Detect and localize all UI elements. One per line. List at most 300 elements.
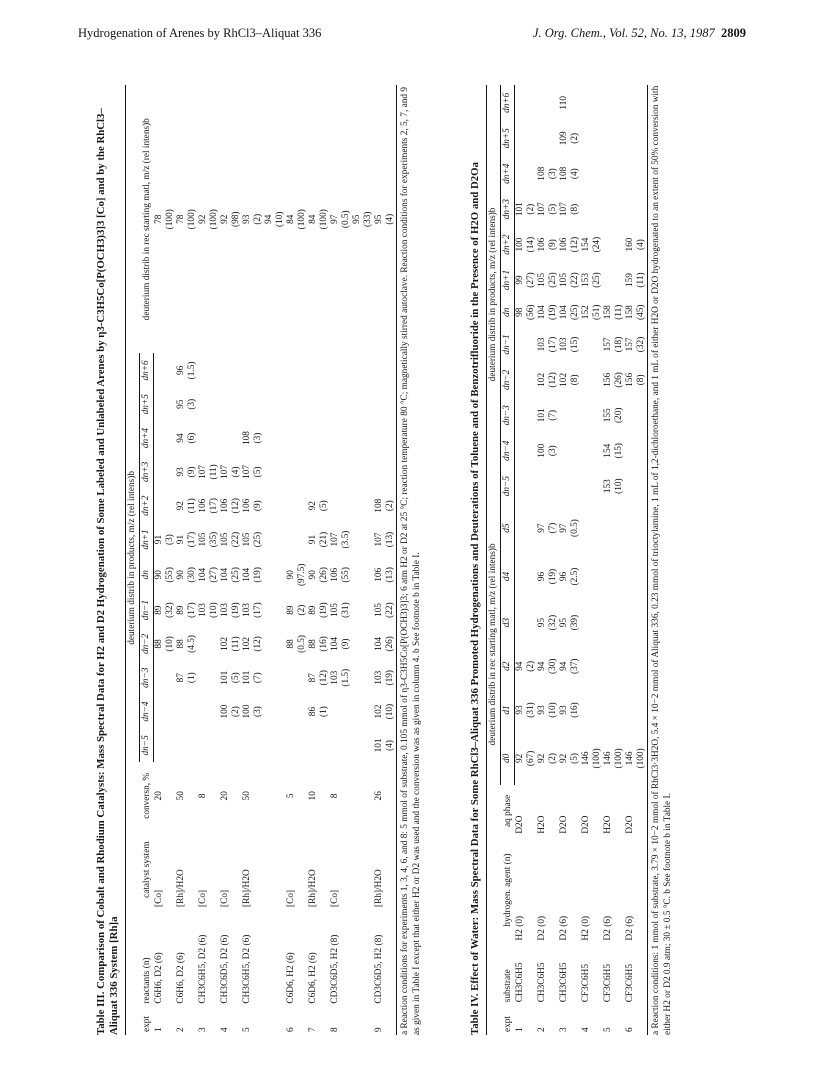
t3-prod-cell: 88 (10) xyxy=(154,636,175,652)
t4-start-cell: 97 (7) xyxy=(537,522,558,534)
t4-substrate: CF3C6H5 xyxy=(625,943,648,1005)
t3-start-cell: 84 (100) xyxy=(286,209,307,230)
t4-start-cell: 94 (2) xyxy=(515,660,536,672)
t3-prod-cell: 103 (19) xyxy=(220,602,241,618)
t3-reactants: C6D6, H2 (6) xyxy=(308,952,318,1004)
t4-prod-cell xyxy=(581,398,603,433)
t4-prod-cell xyxy=(515,327,538,362)
t3-prod-cell: 105 (22) xyxy=(374,593,397,627)
t3-prod-cell: 103 (1.5) xyxy=(330,668,351,687)
t4-prod-col-head: dn−4 xyxy=(501,433,515,468)
t3-head-reactants: reactants (n) xyxy=(126,910,154,1007)
t4-prod-cell: 158 (11) xyxy=(603,304,624,320)
t3-prod-cell xyxy=(308,455,330,489)
t4-start-col-head: d2 xyxy=(501,644,515,688)
t4-agent: D2 (6) xyxy=(559,915,569,941)
t4-prod-cell xyxy=(515,398,538,433)
t4-start-col-head: d1 xyxy=(501,688,515,732)
t3-prod-cell: 104 (25) xyxy=(220,567,241,583)
table-row xyxy=(625,85,648,1035)
t3-prod-cell: 104 (26) xyxy=(374,627,397,661)
t4-start-cell: 92 (5) xyxy=(559,752,580,764)
t4-prod-cell: 107 (8) xyxy=(559,202,580,217)
t3-prod-cell: 107 (4) xyxy=(220,464,241,479)
t3-prod-cell xyxy=(286,387,308,421)
t3-prod-cell xyxy=(220,387,242,421)
t3-expt: 2 xyxy=(176,1027,186,1032)
t4-prod-cell: 102 (12) xyxy=(537,372,558,388)
t3-expt: 9 xyxy=(374,1007,397,1035)
t3-catalyst: [Co] xyxy=(198,889,208,907)
t3-prod-cell: 89 (2) xyxy=(286,604,307,616)
t4-prod-cell: 104 (25) xyxy=(559,304,580,320)
t3-conversion: 20 xyxy=(153,791,164,801)
table3-footnote: a Reaction conditions for experiments 1, 3, 4, 6, and 8: 5 mmol of substrate, 0.105 mmol of η3-C3H5Co[P(OCH3)3]3; 6 atm H2 or D2 at 25 °C; reaction temperature 80 °C; magnetically stirred autoclave. Reaction conditions for experiments 2, 5, 7, and 9 as given in Table I except that either H2 or D2 was used and the conversion was as given in column 4. b See footnote b in Table I. xyxy=(400,87,422,1035)
t4-head-aq: aq phase xyxy=(487,785,515,837)
t4-start-cell xyxy=(603,688,625,732)
t3-expt: 3 xyxy=(198,1027,208,1032)
t4-prod-col-head: dn+1 xyxy=(501,262,515,297)
t3-prod-cell: 101 (4) xyxy=(374,728,397,762)
t3-prod-cell xyxy=(198,421,220,455)
t4-prod-cell xyxy=(537,121,559,156)
t3-start-cell: 97 (0.5) 95 (33) xyxy=(330,210,373,229)
t4-aq: D2O xyxy=(514,815,525,834)
t4-expt: 1 xyxy=(514,1027,525,1032)
t4-start-col-head: d0 xyxy=(501,732,515,785)
t4-start-cell xyxy=(515,552,538,600)
t4-prod-cell: 101 (7) xyxy=(537,408,558,423)
t3-prod-cell: 104 (9) xyxy=(330,636,351,651)
t4-prod-cell xyxy=(515,85,538,121)
t3-prod-cell xyxy=(242,728,286,762)
table4-caption: Effect of Water: Mass Spectral Data for Some RhCl3–Aliquat 336 Promoted Hydrogenations and Deuterations of Toluene and of Benzotrifluoride in the Presence of H2O and D2Oa xyxy=(469,162,481,991)
t4-prod-cell xyxy=(515,468,538,503)
t3-prod-cell xyxy=(330,387,374,421)
table4-title xyxy=(469,85,482,1035)
t3-prod-cell: 107 (5) xyxy=(242,464,263,479)
t3-catalyst: [Co] xyxy=(286,889,296,907)
t4-start-cell: 95 (32) xyxy=(537,614,558,631)
t4-prod-cell xyxy=(559,468,581,503)
t3-col-head: dn−3 xyxy=(140,661,154,695)
t3-prod-cell xyxy=(154,661,177,695)
t3-prod-cell: 107 (11) xyxy=(198,464,219,480)
t4-start-cell: 96 (19) xyxy=(537,568,558,585)
table-row xyxy=(537,85,559,1035)
t4-start-cell: 97 (0.5) xyxy=(559,519,580,537)
t4-start-cell xyxy=(625,644,648,688)
t3-col-head: dn−5 xyxy=(140,728,154,762)
t4-prod-col-head: dn−2 xyxy=(501,362,515,397)
t4-start-cell xyxy=(603,601,625,645)
t3-expt: 5 xyxy=(242,1027,252,1032)
t4-prod-cell xyxy=(625,121,648,156)
t4-prod-cell xyxy=(603,191,625,226)
t3-prod-cell: 107 (3.5) xyxy=(330,530,351,549)
t4-start-cell xyxy=(581,644,603,688)
t3-conversion: 50 xyxy=(242,791,252,801)
t3-prod-cell: 87 (12) xyxy=(308,669,329,686)
t3-prod-cell xyxy=(242,387,286,421)
journal-citation xyxy=(533,26,746,41)
t4-prod-cell: 160 (4) xyxy=(625,227,648,262)
t3-prod-cell: 100 (2) xyxy=(220,704,241,719)
t4-prod-cell xyxy=(559,398,581,433)
t3-prod-cell: 86 (1) xyxy=(308,706,329,717)
table-row xyxy=(308,85,330,1035)
t3-start-cell: 92 (100) xyxy=(198,209,219,230)
t4-expt: 2 xyxy=(537,1027,547,1032)
t4-start-cell xyxy=(515,504,538,552)
t3-prod-cell xyxy=(374,353,397,387)
t3-prod-cell xyxy=(286,489,308,523)
t4-prod-cell: 108 (3) xyxy=(537,166,558,181)
t3-conversion: 5 xyxy=(286,793,296,799)
t3-prod-cell xyxy=(308,728,330,762)
t3-prod-cell: 107 (13) xyxy=(374,523,397,557)
t3-prod-cell xyxy=(198,661,220,695)
t4-head-substrate: substrate xyxy=(487,943,515,1005)
t4-prod-cell xyxy=(515,156,538,191)
t4-prod-cell xyxy=(603,121,625,156)
t3-prod-cell: 88 (16) xyxy=(308,636,329,652)
t4-head-products: deuterium distrib in products, m/z (rel intens)b xyxy=(487,85,501,504)
t4-prod-cell xyxy=(581,191,603,226)
t4-start-cell: 96 (2.5) xyxy=(559,567,580,586)
t4-prod-cell xyxy=(625,156,648,191)
t4-prod-cell: 108 (4) xyxy=(559,166,580,181)
t3-reactants: CD3C6D5, H2 (8) xyxy=(330,934,340,1004)
t3-prod-cell: 102 (10) xyxy=(374,695,397,729)
t4-aq: D2O xyxy=(559,815,569,834)
t3-prod-cell: 89 (17) xyxy=(176,602,197,618)
t4-prod-cell: 156 (8) xyxy=(625,362,648,397)
t4-expt: 3 xyxy=(559,1027,569,1032)
t4-start-cell xyxy=(625,552,648,600)
t3-prod-cell: 93 (9) xyxy=(176,466,197,478)
t4-prod-cell: 109 (2) xyxy=(559,131,580,146)
t4-prod-cell: 156 (26) xyxy=(603,372,624,388)
t4-prod-cell: 157 (18) xyxy=(603,336,624,353)
t4-start-cell: 146 (100) xyxy=(625,732,648,785)
t3-prod-cell: 89 (32) xyxy=(154,602,175,618)
table-row xyxy=(286,85,308,1035)
t4-prod-col-head: dn−3 xyxy=(501,398,515,433)
t3-col-head: dn+3 xyxy=(140,455,154,489)
t3-expt: 7 xyxy=(308,1027,318,1032)
t3-prod-cell xyxy=(220,421,242,455)
t3-expt: 6 xyxy=(286,1027,296,1032)
t4-prod-col-head: dn+6 xyxy=(501,85,515,121)
t3-col-head: dn+4 xyxy=(140,421,154,455)
t3-prod-cell: 106 (9) xyxy=(242,498,263,513)
t3-prod-cell: 106 (55) xyxy=(330,567,351,583)
t4-prod-cell: 99 (27) xyxy=(515,272,536,288)
t4-prod-cell: 153 (25) xyxy=(581,272,602,288)
t4-prod-cell: 155 (20) xyxy=(603,407,624,424)
table-row xyxy=(242,85,286,1035)
t4-prod-cell xyxy=(581,121,603,156)
t3-prod-cell xyxy=(286,421,308,455)
t3-reactants: C6D6, H2 (6) xyxy=(286,952,296,1004)
t4-prod-cell xyxy=(515,433,538,468)
t3-prod-cell xyxy=(220,728,242,762)
t4-substrate: CH3C6H5 xyxy=(514,962,525,1003)
t4-aq: D2O xyxy=(625,785,648,837)
t4-prod-cell xyxy=(537,468,559,503)
t4-head-start: deuterium distrib in rec starting matl, m/z (rel intens)b xyxy=(487,504,501,785)
t3-catalyst: [Co] xyxy=(220,889,230,907)
t3-prod-cell xyxy=(242,353,286,387)
t4-start-cell: 146 (100) xyxy=(581,748,602,769)
table3-caption: Comparison of Cobalt and Rhodium Catalysts: Mass Spectral Data for H2 and D2 Hydrogenation of Some Labeled and Unlabeled Arenes by η3-C3H5Co[P(OCH3)3]3 [Co] and by the RhCl3–Aliquat 336 System [Rh]a xyxy=(95,108,120,1035)
t4-prod-cell xyxy=(625,191,648,226)
t4-start-cell: 93 (10) xyxy=(537,702,558,718)
t3-prod-cell xyxy=(198,695,220,729)
t3-prod-cell: 103 (19) xyxy=(374,661,397,695)
t4-prod-cell xyxy=(581,327,603,362)
t3-prod-cell xyxy=(374,387,397,421)
t3-prod-cell xyxy=(154,695,177,729)
t4-prod-cell xyxy=(625,398,648,433)
t4-prod-cell xyxy=(515,362,538,397)
t3-head-expt: expt xyxy=(126,1007,154,1035)
t4-prod-cell: 158 (45) xyxy=(625,298,648,327)
t4-prod-cell: 100 (14) xyxy=(515,236,536,253)
t3-prod-cell xyxy=(308,421,330,455)
table-row xyxy=(581,85,603,1035)
t4-expt: 5 xyxy=(603,1027,613,1032)
t4-start-cell xyxy=(581,552,603,600)
t4-prod-cell xyxy=(559,433,581,468)
t3-prod-cell xyxy=(154,455,177,489)
t3-head-conversion: conversn, % xyxy=(126,762,154,829)
t3-prod-cell xyxy=(330,421,374,455)
t4-prod-cell xyxy=(537,85,559,121)
t4-prod-cell xyxy=(603,262,625,297)
t4-prod-col-head: dn+4 xyxy=(501,156,515,191)
t4-prod-cell xyxy=(581,85,603,121)
t3-start-cell: 84 (100) xyxy=(308,209,329,230)
t3-reactants: CH3C6H5, D2 (6) xyxy=(198,934,208,1004)
t3-prod-cell: 88 (0.5) xyxy=(286,634,307,653)
t4-prod-cell: 103 (17) xyxy=(537,336,558,353)
t4-head-expt: expt xyxy=(487,1005,515,1035)
t3-catalyst: [Rh]/H2O xyxy=(176,869,186,907)
t4-expt: 6 xyxy=(625,1005,648,1035)
t4-start-cell xyxy=(581,504,603,552)
t4-prod-cell xyxy=(581,468,603,503)
t3-prod-cell: 88 (4.5) xyxy=(176,634,197,653)
table-row xyxy=(176,85,198,1035)
t3-expt: 4 xyxy=(220,1027,230,1032)
t4-start-col-head: d4 xyxy=(501,552,515,600)
t4-prod-cell xyxy=(515,121,538,156)
t4-prod-cell xyxy=(603,227,625,262)
t4-prod-cell: 153 (10) xyxy=(603,478,624,494)
t3-start-cell: 78 (100) xyxy=(176,209,197,230)
t3-prod-cell: 104 (19) xyxy=(242,567,263,583)
t4-prod-col-head: dn+5 xyxy=(501,121,515,156)
t3-prod-cell: 90 (30) xyxy=(176,567,197,583)
t4-prod-col-head: dn−1 xyxy=(501,327,515,362)
table-row xyxy=(515,85,538,1035)
t4-start-cell xyxy=(581,688,603,732)
t3-prod-cell: 105 (25) xyxy=(242,531,263,548)
t3-conversion: 8 xyxy=(330,793,340,799)
t4-prod-cell: 100 (3) xyxy=(537,443,558,458)
t3-expt: 1 xyxy=(153,1027,164,1032)
t3-prod-cell: 105 (22) xyxy=(220,531,241,548)
t3-conversion: 50 xyxy=(176,791,186,801)
t3-col-head: dn−4 xyxy=(140,695,154,729)
t3-prod-cell xyxy=(374,421,397,455)
t3-prod-cell xyxy=(374,455,397,489)
t4-agent: D2 (6) xyxy=(603,915,613,941)
t4-start-cell: 146 (100) xyxy=(603,748,624,769)
t4-agent: D2 (0) xyxy=(537,915,547,941)
t4-prod-cell: 104 (19) xyxy=(537,304,558,320)
t3-col-head: dn+5 xyxy=(140,387,154,421)
t4-aq: D2O xyxy=(581,815,591,834)
t3-prod-cell xyxy=(286,455,308,489)
t4-start-cell xyxy=(603,552,625,600)
t3-prod-cell: 106 (17) xyxy=(198,497,219,514)
t4-prod-cell: 154 (15) xyxy=(603,442,624,459)
t4-start-cell: 93 (16) xyxy=(559,702,580,718)
t4-start-cell xyxy=(625,601,648,645)
t3-prod-cell xyxy=(330,695,374,729)
t4-start-cell xyxy=(625,688,648,732)
t4-start-cell: 94 (37) xyxy=(559,658,580,675)
t4-start-cell: 92 (2) xyxy=(537,752,558,764)
t3-catalyst: [Co] xyxy=(330,889,340,907)
t3-catalyst: [Rh]/H2O xyxy=(308,869,318,907)
t3-prod-cell: 105 (31) xyxy=(330,602,351,618)
t3-prod-cell xyxy=(176,728,198,762)
t3-col-head: dn+6 xyxy=(140,353,154,387)
t4-prod-cell xyxy=(581,362,603,397)
t3-conversion: 26 xyxy=(374,762,397,829)
t3-prod-cell: 100 (3) xyxy=(242,704,263,719)
t3-prod-cell: 90 (26) xyxy=(308,567,329,583)
t3-prod-cell: 105 (35) xyxy=(198,531,219,548)
t3-prod-cell xyxy=(286,353,308,387)
t3-prod-cell: 91 (17) xyxy=(176,531,197,548)
t4-agent: H2 (0) xyxy=(514,915,525,941)
t3-prod-cell xyxy=(286,695,308,729)
table-row xyxy=(198,85,220,1035)
t3-prod-cell xyxy=(198,627,220,661)
t3-prod-cell: 89 (19) xyxy=(308,602,329,618)
t4-aq: H2O xyxy=(603,815,613,834)
t3-prod-cell: 101 (5) xyxy=(220,670,241,685)
t3-head-products: deuterium distrib in products, m/z (rel intens)b xyxy=(126,353,140,762)
t3-start-cell: 95 (4) xyxy=(374,85,397,353)
t3-col-head: dn−1 xyxy=(140,593,154,627)
t3-prod-cell xyxy=(154,421,177,455)
t3-prod-cell: 91 (21) xyxy=(308,531,329,548)
running-title: Hydrogenation of Arenes by RhCl3–Aliquat 336 xyxy=(78,26,322,40)
t3-prod-cell: 103 (17) xyxy=(242,602,263,618)
t3-col-head: dn+2 xyxy=(140,489,154,523)
t3-prod-cell: 92 (11) xyxy=(176,498,197,514)
t3-catalyst: [Co] xyxy=(153,889,164,907)
t4-start-cell: 95 (39) xyxy=(559,614,580,631)
t4-substrate: CF3C6H5 xyxy=(581,964,591,1003)
journal-name: J. Org. Chem., Vol. 52, No. 13, 1987 xyxy=(532,26,715,40)
t3-prod-cell xyxy=(286,728,308,762)
t3-prod-cell: 90 (97.5) xyxy=(286,563,307,587)
t3-prod-cell xyxy=(154,489,177,523)
t3-prod-cell: 108 (2) xyxy=(374,489,397,523)
t3-head-catalyst: catalyst system xyxy=(126,829,154,910)
t4-start-cell: 92 (67) xyxy=(515,750,536,767)
t3-prod-cell xyxy=(154,728,177,762)
t3-prod-cell xyxy=(154,353,177,387)
t3-catalyst: [Rh]/H2O xyxy=(242,869,252,907)
t3-catalyst: [Rh]/H2O xyxy=(374,829,397,910)
t4-prod-cell: 106 (12) xyxy=(559,236,580,253)
t4-agent: H2 (0) xyxy=(581,915,591,941)
t3-col-head: dn−2 xyxy=(140,627,154,661)
table-row xyxy=(154,85,177,1035)
t4-prod-cell xyxy=(625,468,648,503)
t3-prod-cell xyxy=(198,728,220,762)
t4-substrate: CH3C6H5 xyxy=(559,962,569,1003)
t3-prod-cell xyxy=(286,661,308,695)
t3-prod-cell: 91 (3) xyxy=(154,534,175,545)
t3-prod-cell: 90 (55) xyxy=(154,567,175,583)
t3-prod-cell: 106 (12) xyxy=(220,497,241,514)
t4-prod-cell: 152 (51) xyxy=(581,304,602,320)
t3-prod-cell: 102 (12) xyxy=(242,636,263,652)
t3-start-cell: 92 (98) xyxy=(220,211,241,227)
t4-prod-cell xyxy=(603,156,625,191)
t3-prod-cell: 102 (11) xyxy=(220,636,241,652)
t4-prod-cell: 107 (5) xyxy=(537,202,558,217)
t4-prod-cell: 101 (2) xyxy=(515,202,536,217)
page-number: 2809 xyxy=(721,26,746,40)
t4-prod-cell xyxy=(625,85,648,121)
t3-prod-cell xyxy=(330,489,374,523)
table3-label: Table III. xyxy=(95,991,107,1035)
t4-head-hydrogen: hydrogen. agent (n) xyxy=(487,837,515,944)
t3-prod-cell: 95 (3) xyxy=(176,398,197,410)
t3-prod-cell xyxy=(330,728,374,762)
t3-prod-cell: 106 (13) xyxy=(374,556,397,593)
t4-start-cell xyxy=(581,601,603,645)
t3-prod-cell xyxy=(308,353,330,387)
t3-prod-cell xyxy=(154,387,177,421)
table-row xyxy=(374,85,397,1035)
t4-substrate: CH3C6H5 xyxy=(537,962,547,1003)
t4-agent: D2 (6) xyxy=(625,837,648,944)
t4-prod-cell: 154 (24) xyxy=(581,236,602,253)
table3-title xyxy=(95,85,121,1035)
t4-prod-cell: 105 (25) xyxy=(537,272,558,288)
table4-label: Table IV. xyxy=(469,993,481,1035)
table-row xyxy=(603,85,625,1035)
table-row xyxy=(559,85,581,1035)
t4-start-cell xyxy=(625,504,648,552)
t3-prod-cell xyxy=(220,353,242,387)
t3-prod-cell: 101 (7) xyxy=(242,670,263,685)
t4-prod-cell: 105 (22) xyxy=(559,272,580,288)
t3-prod-cell: 92 (5) xyxy=(308,500,329,512)
t3-prod-cell: 104 (27) xyxy=(198,567,219,583)
